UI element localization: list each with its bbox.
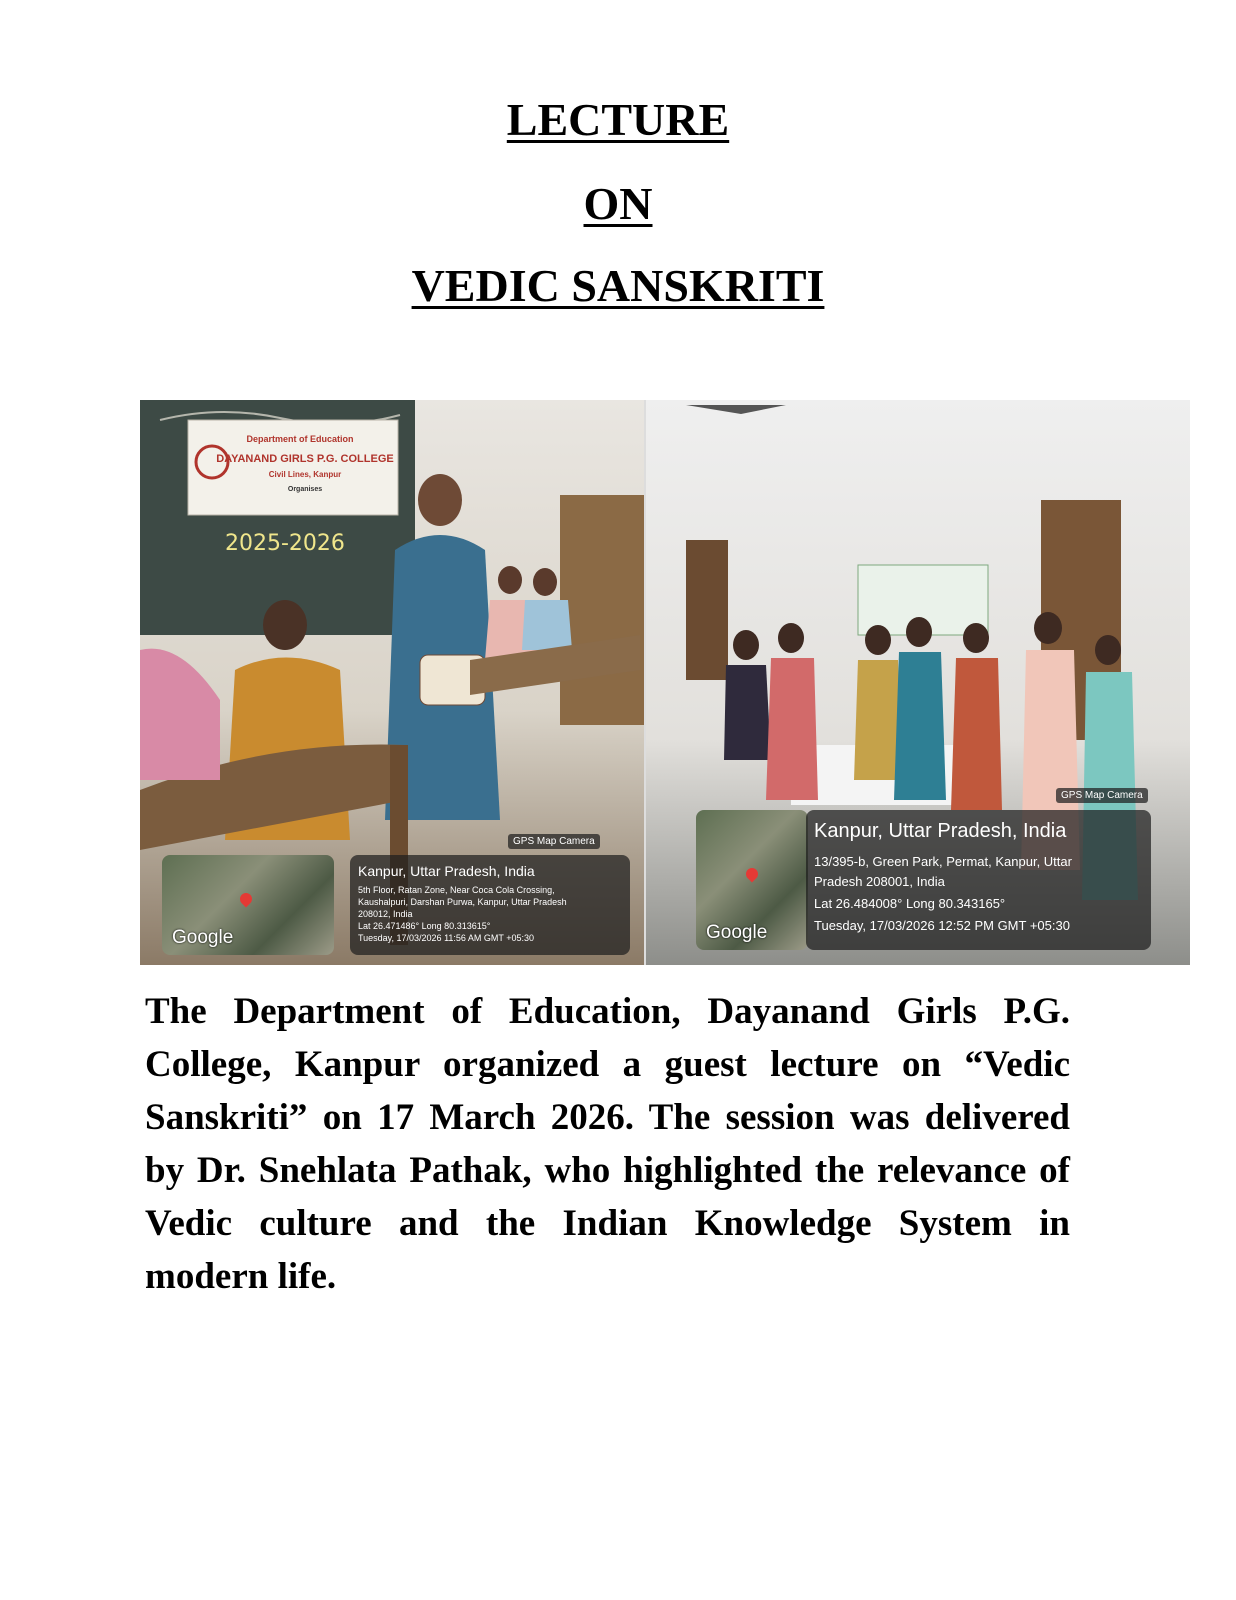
event-photo-strip bbox=[140, 400, 1190, 965]
geotag-coordinates: Lat 26.484008° Long 80.343165° bbox=[814, 896, 1006, 911]
geotag-overlay bbox=[806, 810, 1151, 950]
geotag-timestamp: Tuesday, 17/03/2026 11:56 AM GMT +05:30 bbox=[358, 933, 535, 943]
geotag-city: Kanpur, Uttar Pradesh, India bbox=[358, 863, 535, 879]
geotag-timestamp: Tuesday, 17/03/2026 12:52 PM GMT +05:30 bbox=[814, 918, 1070, 933]
banner-line-4: Organises bbox=[287, 486, 323, 493]
google-map-label: Google bbox=[706, 922, 768, 943]
event-photo-classroom bbox=[140, 400, 644, 965]
gps-camera-tag: GPS Map Camera bbox=[508, 834, 600, 849]
map-thumbnail bbox=[696, 810, 808, 950]
map-thumbnail bbox=[162, 855, 334, 955]
gps-camera-tag: GPS Map Camera bbox=[1056, 788, 1148, 803]
event-photo-group bbox=[646, 400, 1190, 965]
lecture-description: The Department of Education, Dayanand Girls P.G. College, Kanpur organized a guest lecture on “Vedic Sanskriti” on 17 March 2026. The session was delivered by Dr. Snehlata Pathak, who highlighted the relevance of Vedic culture and the Indian Knowledge System in modern life. bbox=[145, 991, 1070, 1297]
geotag-coordinates: Lat 26.471486° Long 80.313615° bbox=[358, 921, 491, 931]
geotag-address-line-3: 208012, India bbox=[358, 909, 413, 919]
map-pin-icon bbox=[238, 891, 255, 908]
geotag-address-line-2: Pradesh 208001, India bbox=[814, 874, 945, 889]
google-map-label: Google bbox=[172, 927, 234, 948]
banner-line-2: DAYANAND GIRLS P.G. COLLEGE bbox=[216, 453, 394, 465]
banner-line-1: Department of Education bbox=[246, 434, 354, 444]
chalkboard-year: 2025-2026 bbox=[225, 531, 345, 556]
title-line-on: ON bbox=[583, 178, 653, 229]
geotag-address-line-1: 5th Floor, Ratan Zone, Near Coca Cola Crossing, bbox=[358, 885, 555, 895]
title-line-lecture: LECTURE bbox=[506, 94, 730, 145]
geotag-city: Kanpur, Uttar Pradesh, India bbox=[814, 820, 1067, 842]
geotag-address-line-2: Kaushalpuri, Darshan Purwa, Kanpur, Uttar Pradesh bbox=[358, 897, 567, 907]
geotag-address-line-1: 13/395-b, Green Park, Permat, Kanpur, Uttar bbox=[814, 854, 1072, 869]
banner-line-3: Civil Lines, Kanpur bbox=[268, 470, 342, 479]
geotag-overlay bbox=[350, 855, 630, 955]
map-pin-icon bbox=[744, 866, 761, 883]
title-line-vedic-sanskriti: VEDIC SANSKRITI bbox=[411, 260, 825, 311]
